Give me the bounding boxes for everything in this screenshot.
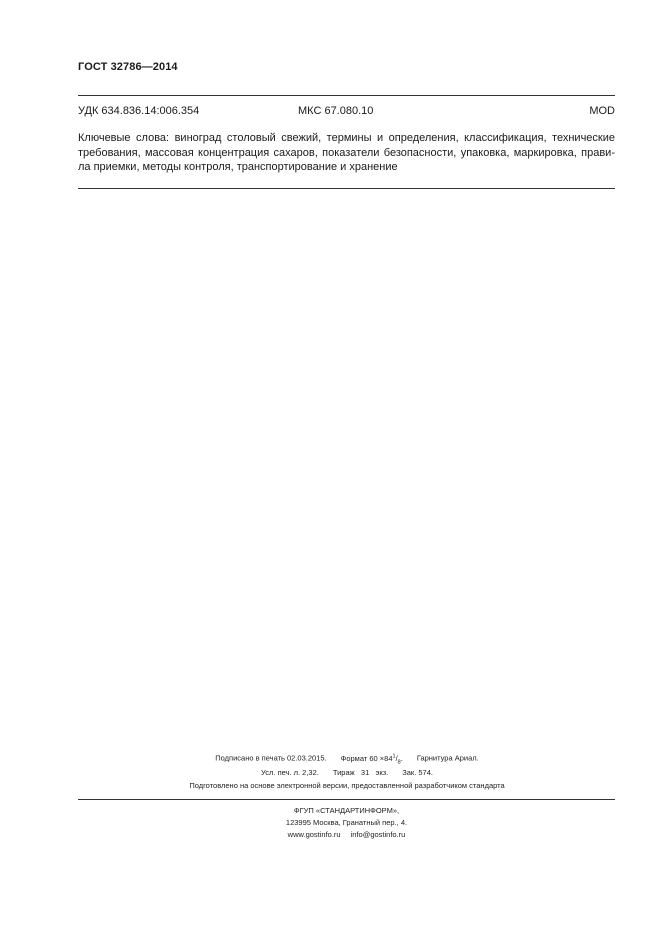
udk-code: УДК 634.836.14:006.354 (78, 105, 200, 117)
imprint-order: Зак. 574. (402, 768, 433, 777)
keywords-line-1: Ключевые слова: виноград столовый свежий, термины и определения, классификация, технические (78, 132, 615, 144)
mod-label: MOD (589, 105, 615, 117)
imprint-print-run: Тираж 31 экз. (332, 768, 389, 777)
imprint-format: Формат $60 \times 84^1/_8$. (340, 753, 403, 765)
imprint-typeface: Гарнитура Ариал. (416, 753, 479, 763)
keywords-block (78, 131, 615, 175)
keywords-divider (78, 188, 615, 189)
mks-code: МКС 67.080.10 (298, 105, 374, 117)
publisher-email-link[interactable]: info@gostinfo.ru (350, 830, 406, 839)
keywords-line-3: ла приемки, методы контроля, транспортирование и хранение (78, 161, 398, 173)
publisher-contacts (78, 830, 615, 839)
publisher-divider (78, 799, 615, 800)
imprint-prepared: Подготовлено на основе электронной версии, предоставленной разработчиком стандарта (189, 781, 505, 790)
imprint-line-1 (112, 753, 582, 765)
top-divider (78, 95, 615, 96)
keywords-line-2: требования, массовая концентрация сахаров, показатели безопасности, упаковка, маркировка, прави- (78, 146, 615, 159)
classification-row (78, 105, 615, 119)
publisher-name: ФГУП «СТАНДАРТИНФОРМ», (293, 806, 400, 815)
document-code: ГОСТ 32786—2014 (78, 61, 178, 73)
publisher-web-link[interactable]: www.gostinfo.ru (287, 830, 341, 839)
publisher-address: 123995 Москва, Гранатный пер., 4. (285, 818, 408, 827)
imprint-line-2 (112, 768, 582, 777)
imprint-signed: Подписано в печать 02.03.2015. (215, 753, 327, 763)
imprint-sheets: Усл. печ. л. 2,32. (261, 768, 319, 777)
